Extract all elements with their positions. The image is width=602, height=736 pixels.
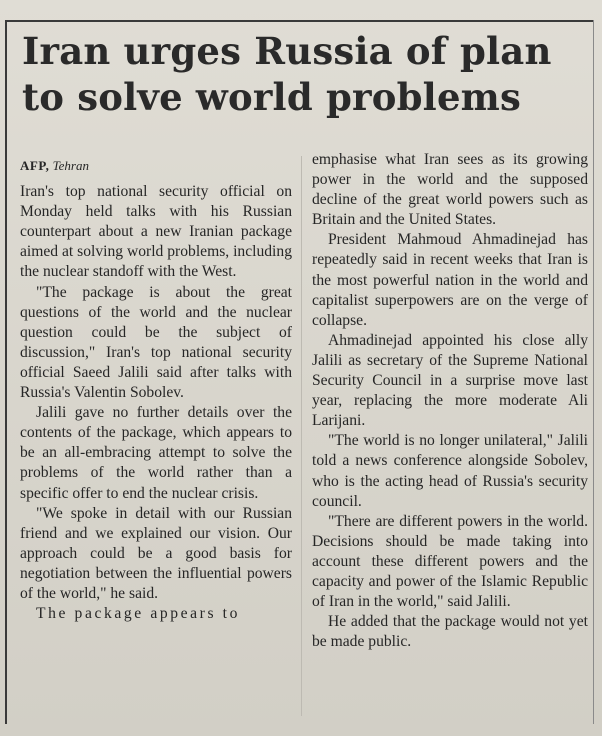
paragraph: The package appears to [36, 605, 240, 623]
dateline [20, 156, 292, 176]
paragraph: "There are different powers in the world. Decisions should be made taking into account these different powers and the capacity and power of the Islamic Republic of Iran in the world," said Jalili. [312, 512, 588, 611]
paragraph: "The world is no longer unilateral," Jalili told a news conference alongside Sobolev, who is the acting head of Russia's security council. [312, 432, 588, 510]
paragraph: "We spoke in detail with our Russian friend and we explained our vision. Our approach could be a good basis for negotiation between the influential powers of the world," he said. [20, 504, 292, 602]
paragraph: President Mahmoud Ahmadinejad has repeatedly said in recent weeks that Iran is the most powerful nation in the world and capitalist superpowers are on the verge of collapse. [312, 231, 588, 329]
article-column-left [20, 156, 292, 624]
left-border-rule [5, 20, 7, 724]
top-border-rule [5, 20, 594, 22]
paragraph: Iran's top national security official on Monday held talks with his Russian counterpart about a new Iranian package aimed at solving world problems, including the nuclear standoff with the West. [20, 183, 292, 281]
paragraph: Jalili gave no further details over the contents of the package, which appears to be an all-embracing attempt to solve the problems of the world rather than a specific offer to end the nuclear crisis. [20, 404, 292, 502]
right-border-rule [593, 20, 594, 724]
dateline-place: Tehran [52, 158, 89, 173]
paragraph: Ahmadinejad appointed his close ally Jalili as secretary of the Supreme National Security Council in a surprise move last year, replacing the more moderate Ali Larijani. [312, 331, 588, 430]
paragraph: emphasise what Iran sees as its growing power in the world and the supposed decline of the great world powers such as Britain and the United States. [312, 151, 588, 229]
paragraph: "The package is about the great questions of the world and the nuclear question could be the subject of discussion," Iran's top national security official Saeed Jalili said after talks with Russia's Valentin Sobolev. [20, 283, 292, 402]
article-column-right [312, 150, 588, 652]
dateline-agency: AFP, [20, 158, 50, 173]
headline: Iran urges Russia of plan to solve world problems [22, 29, 552, 119]
paragraph: He added that the package would not yet be made public. [312, 613, 588, 651]
column-divider [301, 156, 302, 716]
